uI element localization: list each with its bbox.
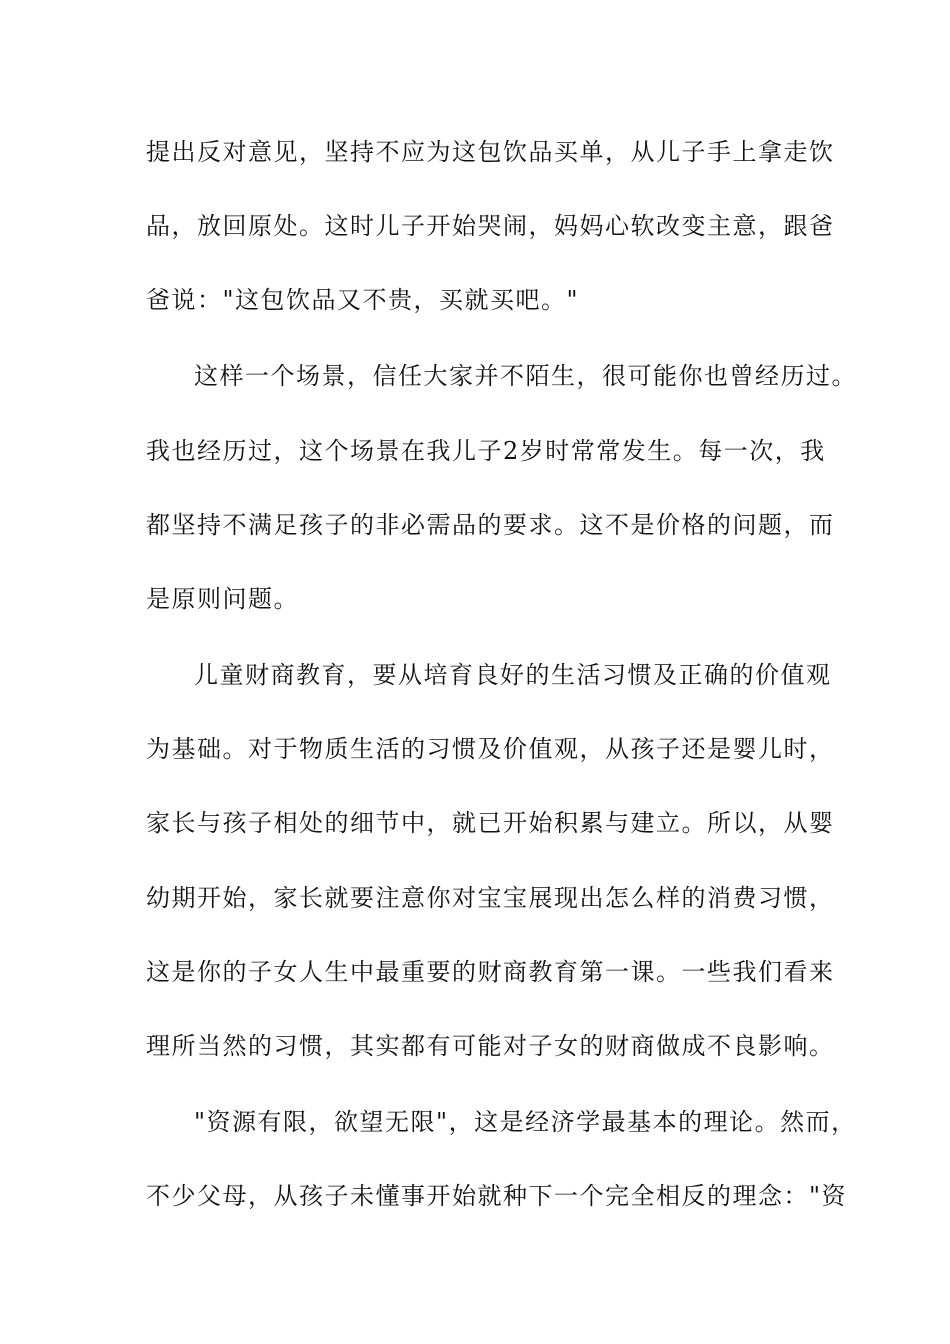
text-line: 这样一个场景，信任大家并不陌生，很可能你也曾经历过。 bbox=[194, 362, 857, 390]
text-line: 儿童财商教育，要从培育良好的生活习惯及正确的价值观 bbox=[194, 661, 832, 689]
text-line: 为基础。对于物质生活的习惯及价值观，从孩子还是婴儿时， bbox=[146, 735, 835, 763]
text-line: 这是你的子女人生中最重要的财商教育第一课。一些我们看来 bbox=[146, 958, 835, 986]
text-line: 理所当然的习惯，其实都有可能对子女的财商做成不良影响。 bbox=[146, 1032, 835, 1060]
text-line: 提出反对意见，坚持不应为这包饮品买单，从儿子手上拿走饮 bbox=[146, 138, 835, 166]
text-line: 幼期开始，家长就要注意你对宝宝展现出怎么样的消费习惯， bbox=[146, 884, 835, 912]
text-line: 我也经历过，这个场景在我儿子2岁时常常发生。每一次，我 bbox=[146, 437, 826, 465]
text-line: 家长与孩子相处的细节中，就已开始积累与建立。所以，从婴 bbox=[146, 809, 835, 837]
text-line: 不少父母，从孩子未懂事开始就种下一个完全相反的理念："资 bbox=[146, 1182, 848, 1210]
text-line: 品，放回原处。这时儿子开始哭闹，妈妈心软改变主意，跟爸 bbox=[146, 212, 835, 240]
text-line: 都坚持不满足孩子的非必需品的要求。这不是价格的问题，而 bbox=[146, 511, 835, 539]
text-line: 是原则问题。 bbox=[146, 585, 299, 613]
text-line: "资源有限，欲望无限"，这是经济学最基本的理论。然而， bbox=[194, 1108, 857, 1136]
text-line: 爸说："这包饮品又不贵，买就买吧。" bbox=[146, 286, 580, 314]
